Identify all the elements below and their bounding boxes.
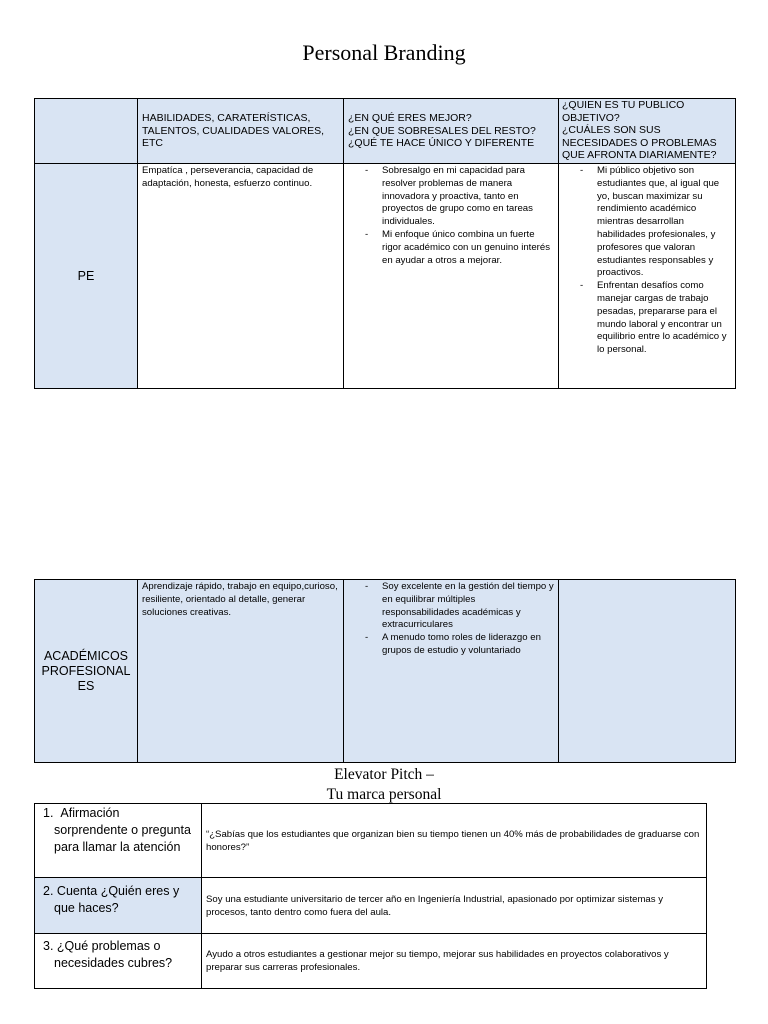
list-item: - Sobresalgo en mi capacidad para resolver problemas de manera innovadora y proactiva, tanto en proyectos de grupo como en tareas individuales.: [382, 165, 554, 229]
header-best-at: ¿EN QUÉ ERES MEJOR? ¿EN QUE SOBRESALES DEL RESTO? ¿QUÉ TE HACE ÚNICO Y DIFERENTE: [344, 99, 559, 164]
pitch-answer-3: Ayudo a otros estudiantes a gestionar mejor su tiempo, mejorar sus habilidades en proyectos colaborativos y preparar sus carreras profesionales.: [202, 934, 707, 989]
pitch-answer-1: “¿Sabías que los estudiantes que organizan bien su tiempo tienen un 40% más de probabilidades de graduarse con honores?”: [202, 804, 707, 878]
skills-cell: Aprendizaje rápido, trabajo en equipo,curioso, resiliente, orientado al detalle, generar soluciones creativas.: [138, 580, 344, 763]
elevator-pitch-subtitle: Tu marca personal: [326, 786, 442, 803]
pitch-question-2: 2. Cuenta ¿Quién eres y que haces?: [35, 878, 202, 934]
table-row: [35, 934, 707, 989]
pitch-question-3: 3. ¿Qué problemas o necesidades cubres?: [35, 934, 202, 989]
pitch-question-1: 1. Afirmación sorprendente o pregunta para llamar la atención: [35, 804, 202, 878]
elevator-pitch-title: Elevator Pitch –: [334, 766, 434, 783]
list-item: - Enfrentan desafíos como manejar cargas de trabajo pesadas, prepararse para el mundo laboral y encontrar un equilibrio entre lo académico y lo personal.: [597, 280, 731, 357]
table-header-row: [35, 99, 736, 164]
audience-cell: [559, 164, 736, 389]
table-row: [35, 804, 707, 878]
row-label-pe: PE: [35, 164, 138, 389]
header-skills: HABILIDADES, CARATERÍSTICAS, TALENTOS, CUALIDADES VALORES, ETC: [138, 99, 344, 164]
table-row: [35, 878, 707, 934]
table-row: [35, 164, 736, 389]
elevator-pitch-table: [34, 803, 707, 989]
list-item: - Soy excelente en la gestión del tiempo y en equilibrar múltiples responsabilidades académicas y extracurriculares: [382, 581, 554, 632]
branding-table: [34, 98, 736, 389]
best-at-cell: [344, 164, 559, 389]
table-row: [35, 580, 736, 763]
best-at-cell: [344, 580, 559, 763]
header-corner-cell: [35, 99, 138, 164]
row-label-academicos: ACADÉMICOS PROFESIONAL ES: [35, 580, 138, 763]
document-title: Personal Branding: [302, 40, 466, 65]
pitch-answer-2: Soy una estudiante universitario de tercer año en Ingeniería Industrial, apasionado por optimizar sistemas y procesos, tanto dentro como fuera del aula.: [202, 878, 707, 934]
audience-cell: [559, 580, 736, 763]
skills-cell: Empatíca , perseverancia, capacidad de adaptación, honesta, esfuerzo continuo.: [138, 164, 344, 389]
list-item: - Mi enfoque único combina un fuerte rigor académico con un genuino interés en ayudar a otros a mejorar.: [382, 229, 554, 267]
list-item: - Mi público objetivo son estudiantes que, al igual que yo, buscan maximizar su rendimiento académico mientras desarrollan habilidades profesionales, y profesores que valoran estudiantes responsables y proactivos.: [597, 165, 731, 280]
branding-table-continued: [34, 579, 736, 763]
list-item: - A menudo tomo roles de liderazgo en grupos de estudio y voluntariado: [382, 632, 554, 658]
header-audience: ¿QUIEN ES TU PUBLICO OBJETIVO? ¿CUÁLES SON SUS NECESIDADES O PROBLEMAS QUE AFRONTA DIARIAMENTE?: [559, 99, 736, 164]
